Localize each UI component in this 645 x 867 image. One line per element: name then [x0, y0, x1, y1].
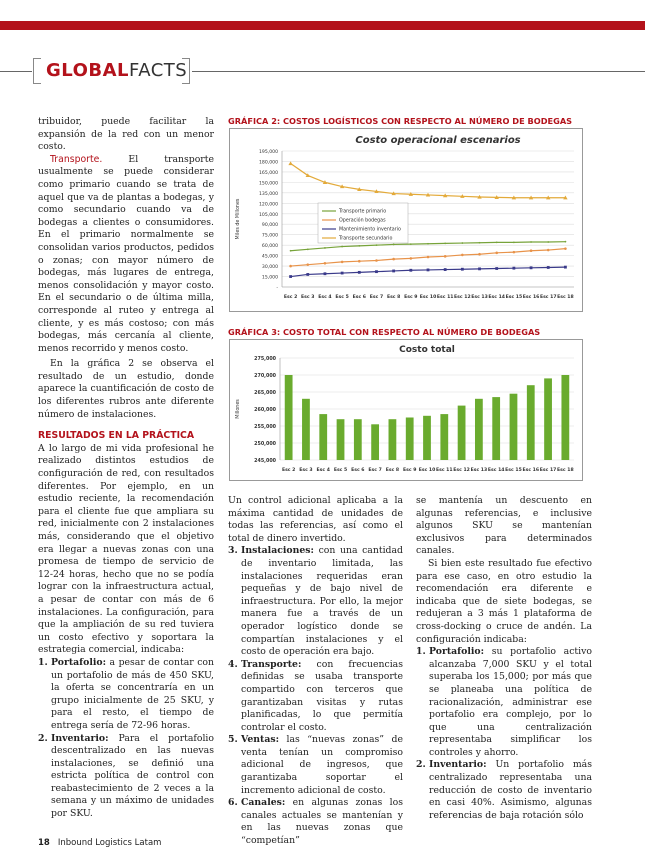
legend-label: Transporte secundario — [339, 236, 393, 242]
item-head: Portafolio: — [51, 656, 107, 668]
item-head: Ventas: — [241, 734, 280, 746]
data-point — [513, 241, 515, 243]
data-point — [289, 275, 292, 278]
data-point — [290, 250, 292, 252]
bar — [337, 419, 345, 460]
x-tick-label: Esc 2 — [283, 295, 298, 300]
x-tick-label: Esc 3 — [299, 468, 313, 473]
item-text: las “nuevas zonas” de venta tenían un compromiso adicional de ingresos, que garantizaba soportar el incremento adicional de costo. — [241, 734, 403, 796]
bar — [475, 399, 483, 460]
data-point — [409, 269, 412, 272]
item-text: su portafolio activo alcanzaba 7,000 SKU y el total superaba los 15,000; por más que se planeaba una política de racionalización, administrar ese portafolio era complejo, por lo que una centralización representaba simplificar los controles y ahorro. — [429, 646, 592, 758]
y-tick-label: 245,000 — [254, 459, 276, 464]
item-head: Transporte: — [241, 658, 302, 670]
mid-list — [228, 545, 403, 847]
data-point — [392, 258, 395, 261]
item-text: en algunas zonas los canales actuales se mantenían y en las nuevas zonas que “competían” — [241, 797, 403, 847]
left-paragraph-1: tribuidor, puede facilitar la expansión de la red con un menor costo. — [38, 116, 214, 153]
item-number: 3. — [228, 545, 238, 557]
data-point — [288, 161, 292, 165]
section-header — [0, 58, 645, 86]
x-tick-label: Esc 16 — [522, 468, 540, 473]
data-point — [547, 241, 549, 243]
header-title — [46, 59, 187, 83]
data-point — [565, 241, 567, 243]
y-tick-label: 15,000 — [261, 275, 278, 281]
chart-title: Costo operacional escenarios — [355, 135, 521, 146]
right-list — [416, 646, 592, 822]
left-paragraph-4: A lo largo de mi vida profesional he realizado distintos estudios de configuración de red, con resultados diferentes. Por ejemplo, en un estudio reciente, la recomendación para el cliente fue que ampliara su red, inicialmente con 2 instalaciones más, considerando que el objetivo era llegar a nuevas zonas con una promesa de tiempo de servicio de 12-24 horas, hecho que no se podía lograr con la infraestructura actual, a pesar de contar con más de 6 instalaciones. La configuración, para que la ampliación de su red tuviera un costo efectivo y soportara la estrategia comercial, indicaba: — [38, 442, 214, 656]
y-tick-label: 265,000 — [254, 391, 276, 396]
page-number: 18 — [38, 838, 50, 848]
bar — [423, 416, 431, 460]
data-point — [479, 242, 481, 244]
data-point — [547, 249, 550, 252]
item-head: Inventario: — [51, 732, 109, 744]
x-tick-label: Esc 17 — [539, 295, 557, 300]
data-point — [564, 266, 567, 269]
top-red-bar — [0, 21, 645, 30]
left-list — [38, 657, 214, 821]
bar — [544, 378, 552, 460]
y-axis-label: Miles de Millones — [236, 198, 241, 240]
y-tick-label: 30,000 — [261, 265, 278, 271]
y-tick-label: 90,000 — [261, 223, 278, 229]
x-tick-label: Esc 13 — [471, 295, 488, 300]
data-point — [461, 242, 463, 244]
item-number: 5. — [228, 734, 238, 746]
data-point — [530, 241, 532, 243]
legend-label: Transporte primario — [339, 209, 387, 215]
item-head: Portafolio: — [429, 646, 485, 658]
chart-title: Costo total — [399, 345, 455, 355]
data-point — [547, 266, 550, 269]
data-point — [495, 252, 498, 255]
middle-column — [228, 495, 403, 848]
data-point — [512, 267, 515, 270]
x-tick-label: Esc 10 — [419, 295, 437, 300]
chart2-title: GRÁFICA 2: COSTOS LOGÍSTICOS CON RESPECTO AL NÚMERO DE BODEGAS — [228, 116, 573, 126]
data-point — [410, 243, 412, 245]
bar — [354, 419, 362, 460]
x-tick-label: Esc 9 — [404, 295, 418, 300]
item-number: 1. — [38, 656, 48, 668]
page-footer — [38, 838, 161, 848]
bar — [561, 375, 569, 460]
list-item — [416, 759, 592, 822]
x-tick-label: Esc 8 — [385, 468, 400, 473]
header-bracket-left — [33, 58, 41, 84]
item-text: con una cantidad de inventario limitada, las instalaciones requeridas eran pequeñas y de bajo nivel de infraestructura. Por ello, la mejor manera fue a través de un operador logístico donde se compartían instalaciones y el costo de operación era bajo. — [241, 545, 403, 658]
data-point — [324, 247, 326, 249]
header-rule-left — [0, 71, 32, 72]
item-head: Instalaciones: — [241, 545, 314, 557]
x-tick-label: Esc 7 — [368, 468, 382, 473]
item-number: 4. — [228, 658, 238, 670]
data-point — [306, 273, 309, 276]
x-tick-label: Esc 12 — [454, 295, 471, 300]
y-tick-label: 105,000 — [259, 212, 278, 218]
x-tick-label: Esc 10 — [418, 468, 436, 473]
x-tick-label: Esc 11 — [435, 468, 453, 473]
x-tick-label: Esc 12 — [453, 468, 470, 473]
y-tick-label: 260,000 — [254, 408, 276, 413]
bar — [492, 397, 500, 460]
bar — [510, 394, 518, 460]
item-number: 1. — [416, 646, 426, 658]
data-point — [392, 270, 395, 273]
x-tick-label: Esc 2 — [281, 468, 296, 473]
x-tick-label: Esc 13 — [470, 468, 488, 473]
item-number: 6. — [228, 797, 238, 809]
data-point — [358, 271, 361, 274]
x-tick-label: Esc 18 — [557, 468, 574, 473]
x-tick-label: Esc 5 — [333, 468, 348, 473]
line-chart — [230, 129, 582, 311]
right-paragraph-2: Si bien este resultado fue efectivo para ese caso, en otro estudio la recomendación era diferente e indicaba que de siete bodegas, se redujeran a 3 más 1 plataforma de cross-docking o cruce de andén. La configuración indicaba: — [416, 557, 592, 645]
data-point — [341, 261, 344, 264]
y-tick-label: 60,000 — [261, 244, 278, 250]
data-point — [478, 267, 481, 270]
item-head: Inventario: — [429, 759, 487, 771]
x-tick-label: Esc 7 — [369, 295, 384, 300]
data-point — [530, 249, 533, 252]
item-text: a pesar de contar con un portafolio de más de 450 SKU, la oferta se concentraría en un grupo inicialmente de 25 SKU, y para el resto, el tiempo de entrega sería de 72-96 horas. — [51, 656, 214, 731]
x-tick-label: Esc 6 — [352, 295, 366, 300]
data-point — [376, 244, 378, 246]
list-item — [38, 733, 214, 821]
header-facts: FACTS — [129, 60, 188, 81]
data-point — [513, 251, 516, 254]
y-tick-label: 195,000 — [259, 150, 278, 155]
publication-name: Inbound Logistics Latam — [57, 838, 162, 848]
legend-label: Operación bodegas — [339, 218, 386, 224]
x-tick-label: Esc 5 — [335, 295, 349, 300]
chart3-title: GRÁFICA 3: COSTO TOTAL CON RESPECTO AL NÚMERO DE BODEGAS — [228, 327, 541, 337]
item-text: Un portafolio más centralizado representaba una reducción de costo de inventario en casi 40%. Asimismo, algunas referencias de baja rotación sólo — [429, 759, 592, 821]
transporte-lead: Transporte. — [50, 153, 103, 165]
item-text: Para el portafolio descentralizado en las nuevas instalaciones, se definió una estricta política de control con reabastecimiento de 2 veces a la semana y un máximo de unidades por SKU. — [51, 732, 214, 820]
y-tick-label: 270,000 — [254, 374, 276, 379]
item-number: 2. — [416, 759, 426, 771]
data-point — [307, 248, 309, 250]
transporte-text: El transporte usualmente se puede considerar como primario cuando se trata de aquel que va de plantas a bodegas, y como secundario cuando va de bodegas a clientes o consumidores. En el primario normalmente se consolidan varios productos, pedidos o zonas; con mayor número de bodegas, más lugares de entrega, menos consolidación y mayor costo. En el secundario o de última milla, corresponde al ruteo y entrega al cliente, y es más costoso; con más bodegas, más cercanía al cliente, menos recorrido y menos costo. — [38, 153, 214, 354]
x-tick-label: Esc 16 — [522, 295, 540, 300]
left-paragraph-2 — [38, 154, 214, 356]
header-global: GLOBAL — [46, 60, 130, 81]
list-item — [228, 545, 403, 658]
y-tick-label: 120,000 — [259, 202, 278, 208]
data-point — [341, 272, 344, 275]
data-point — [564, 247, 567, 250]
data-point — [530, 266, 533, 269]
data-point — [306, 263, 309, 266]
mid-paragraph-1: Un control adicional aplicaba a la máxima cantidad de unidades de todas las referencias, así como el total de dinero invertido. — [228, 495, 403, 544]
y-tick-label: 255,000 — [254, 425, 276, 430]
y-tick-label: 275,000 — [254, 357, 276, 362]
section-heading: RESULTADOS EN LA PRÁCTICA — [38, 430, 195, 442]
list-item — [228, 659, 403, 735]
x-tick-label: Esc 11 — [436, 295, 454, 300]
data-point — [358, 245, 360, 247]
bar — [458, 406, 466, 460]
data-point — [444, 255, 447, 258]
data-point — [478, 253, 481, 256]
list-item — [228, 797, 403, 847]
right-column — [416, 495, 592, 822]
data-point — [358, 260, 361, 263]
bar — [406, 418, 414, 461]
data-point — [427, 243, 429, 245]
bar — [302, 399, 310, 460]
x-tick-label: Esc 8 — [386, 295, 401, 300]
data-point — [393, 244, 395, 246]
data-point — [375, 259, 378, 262]
x-tick-label: Esc 14 — [487, 468, 505, 473]
y-tick-label: - — [276, 286, 278, 291]
right-paragraph-1: se mantenía un descuento en algunas referencias, e inclusive algunos SKU se mantenían exclusivos para determinados canales. — [416, 495, 592, 557]
data-point — [289, 265, 292, 268]
chart2-frame — [229, 128, 583, 312]
chart3-frame — [229, 339, 583, 481]
item-text: con frecuencias definidas se usaba transporte compartido con terceros que garantizaban visitas y rutas planificadas, lo que permitía controlar el costo. — [241, 658, 403, 733]
y-tick-label: 180,000 — [259, 160, 278, 166]
data-point — [324, 272, 327, 275]
list-item — [416, 646, 592, 759]
data-point — [444, 268, 447, 271]
x-tick-label: Esc 3 — [301, 295, 315, 300]
x-tick-label: Esc 4 — [318, 295, 332, 300]
bar — [371, 424, 379, 460]
item-number: 2. — [38, 732, 48, 744]
bar — [389, 419, 397, 460]
left-paragraph-3: En la gráfica 2 se observa el resultado de un estudio, donde aparece la cuantificación de costo de los diferentes rubros ante diferente número de instalaciones. — [38, 358, 214, 420]
data-point — [461, 268, 464, 271]
y-tick-label: 75,000 — [261, 233, 278, 239]
bar — [319, 414, 327, 460]
data-point — [375, 270, 378, 273]
header-bracket-right — [182, 58, 190, 84]
item-head: Canales: — [241, 797, 286, 809]
x-tick-label: Esc 9 — [403, 468, 417, 473]
y-tick-label: 135,000 — [259, 191, 278, 197]
y-tick-label: 165,000 — [259, 170, 278, 176]
bar — [440, 414, 448, 460]
data-point — [427, 269, 430, 272]
y-tick-label: 250,000 — [254, 442, 276, 447]
data-point — [496, 241, 498, 243]
data-point — [410, 257, 413, 260]
data-point — [324, 262, 327, 265]
data-point — [495, 267, 498, 270]
list-item — [38, 657, 214, 733]
bar-chart — [230, 340, 582, 480]
legend-label: Mantenimiento inventario — [339, 227, 401, 233]
left-column — [38, 116, 214, 821]
x-tick-label: Esc 15 — [505, 468, 522, 473]
y-axis-label: Millones — [236, 399, 241, 419]
x-tick-label: Esc 14 — [488, 295, 506, 300]
y-tick-label: 150,000 — [259, 181, 278, 187]
data-point — [427, 256, 430, 259]
x-tick-label: Esc 17 — [539, 468, 557, 473]
data-point — [461, 254, 464, 257]
x-tick-label: Esc 6 — [351, 468, 365, 473]
header-rule-right — [192, 71, 645, 72]
list-item — [228, 734, 403, 797]
data-point — [444, 243, 446, 245]
x-tick-label: Esc 18 — [557, 295, 574, 300]
bar — [285, 375, 293, 460]
y-tick-label: 45,000 — [261, 254, 278, 260]
x-tick-label: Esc 15 — [505, 295, 523, 300]
x-tick-label: Esc 4 — [316, 468, 330, 473]
data-point — [341, 246, 343, 248]
bar — [527, 385, 535, 460]
